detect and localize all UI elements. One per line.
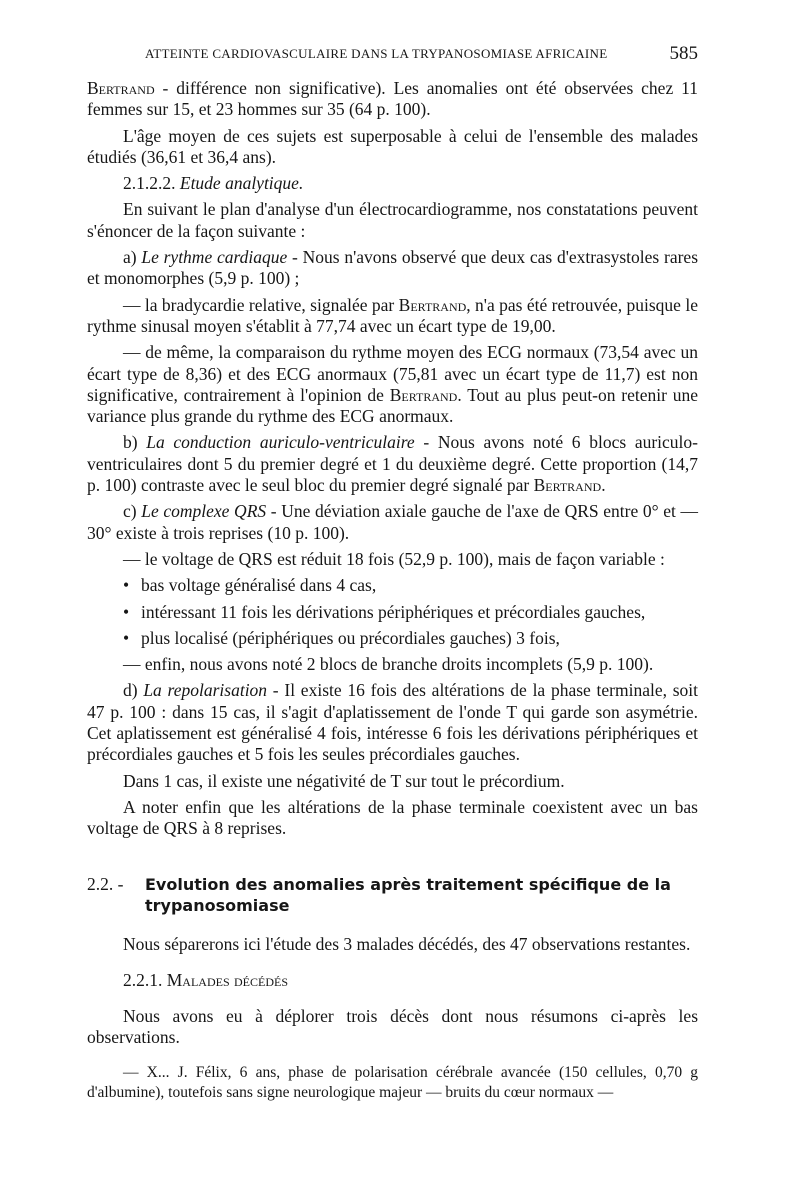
paragraph-text: — de même, la comparaison du rythme moyen des ECG normaux (73,54 avec un écart type de 8,36) et des ECG anormaux (75,81 avec un écart type de 11,7) est non significative, contrairement à l'opinion de [87,342,698,405]
item-text: . [601,475,606,496]
author-name: Bertrand [389,384,458,405]
paragraph: Nous avons eu à déplorer trois décès dont nous résumons ci-après les observations. [87,1006,698,1048]
item-label: a) [123,247,142,268]
subsection-heading [87,970,698,991]
page-number: 585 [669,43,698,64]
item-label: c) [123,501,142,522]
paragraph-text: - différence non significative). Les anomalies ont été observées chez 11 femmes sur 15, et 23 hommes sur 35 (64 p. 100). [87,78,698,120]
subsection-number: 2.1.2.2. [123,173,180,194]
paragraph [87,78,698,121]
list-item [87,575,698,596]
item-text: - Nous avons noté 6 blocs auriculoventriculaires dont 5 du premier degré et 1 du deuxième degré. Cette proportion (14,7 p. 100) contraste avec le seul bloc du premier degré signalé par [87,432,698,496]
item-text: - Nous n'avons observé que deux cas d'extrasystoles rares et monomorphes (5,9 p. 100) ; [87,247,698,289]
item-c [87,501,698,544]
item-title: Le rythme cardiaque [141,247,288,268]
author-name: Bertrand [398,294,467,315]
list-item-text: intéressant 11 fois les dérivations périphériques et précordiales gauches, [141,601,646,622]
list-item [87,628,698,649]
item-title: La conduction auriculo-ventriculaire [146,432,415,453]
bullet-marker: • [123,575,130,596]
paragraph: A noter enfin que les altérations de la phase terminale coexistent avec un bas voltage de QRS à 8 reprises. [87,796,698,839]
paragraph-text: — la bradycardie relative, signalée par [123,294,399,315]
section-title: Evolution des anomalies après traitement spécifique de la trypanosomiase [145,874,671,915]
list-item-text: bas voltage généralisé dans 4 cas, [141,575,377,596]
paragraph: Nous séparerons ici l'étude des 3 malades décédés, des 47 observations restantes. [123,933,691,954]
subsection-heading [87,173,698,194]
paragraph [87,295,698,338]
paragraph: En suivant le plan d'analyse d'un électrocardiogramme, nos constatations peuvent s'énoncer de la façon suivante : [87,199,698,241]
item-text: - Il existe 16 fois des altérations de la phase terminale, soit 47 p. 100 : dans 15 cas, il s'agit d'aplatissement de l'onde T qui garde son asymétrie. Cet aplatissement est généralisé 4 fois, intéresse 6 fois les dérivations périphériques et précordiales gauches et 5 fois les seules précordiales gauches. [87,680,699,765]
paragraph [87,342,698,427]
subsection-title: Etude analytique. [179,173,304,194]
bullet-marker: • [123,627,130,648]
item-a [87,247,698,290]
paragraph: — le voltage de QRS est réduit 18 fois (52,9 p. 100), mais de façon variable : [123,548,665,569]
subsection-title: Malades décédés [166,969,289,990]
section-number: 2.2. - [87,873,124,894]
bullet-list [87,575,698,649]
running-title: ATTEINTE CARDIOVASCULAIRE DANS LA TRYPANOSOMIASE AFRICAINE [145,46,608,61]
paragraph: L'âge moyen de ces sujets est superposable à celui de l'ensemble des malades étudiés (36,61 et 36,4 ans). [87,125,698,167]
paragraph: Dans 1 cas, il existe une négativité de T sur tout le précordium. [123,770,565,791]
item-b [87,432,698,496]
paragraph-text: . Tout au plus peut-on retenir une variance plus grande du rythme des ECG anormaux. [87,384,699,427]
paragraph: — enfin, nous avons noté 2 blocs de branche droits incomplets (5,9 p. 100). [123,654,654,675]
bullet-marker: • [123,601,130,622]
item-title: La repolarisation [143,680,268,701]
author-name: Bertrand [87,78,155,98]
list-item-text: plus localisé (périphériques ou précordiales gauches) 3 fois, [141,627,560,648]
item-title: Le complexe QRS [141,501,267,522]
item-d [87,680,698,765]
section-heading [87,874,698,916]
subsection-number: 2.2.1. [123,969,167,990]
item-label: b) [123,432,147,453]
paragraph-text: , n'a pas été retrouvée, puisque le rythme sinusal moyen s'établit à 77,74 avec un écart type de 19,00. [87,294,698,336]
body-text [87,78,698,1103]
case-report [87,1063,698,1103]
item-text: - Une déviation axiale gauche de l'axe de QRS entre 0° et —30° existe à trois reprises (10 p. 100). [87,501,698,543]
item-label: d) [123,680,144,701]
list-item [87,602,698,623]
case-text: — X... J. Félix, 6 ans, phase de polarisation cérébrale avancée (150 cellules, 0,70 g d'albumine), toutefois sans signe neurologique majeur — bruits du cœur normaux — [87,1063,698,1101]
author-name: Bertrand [533,475,602,496]
